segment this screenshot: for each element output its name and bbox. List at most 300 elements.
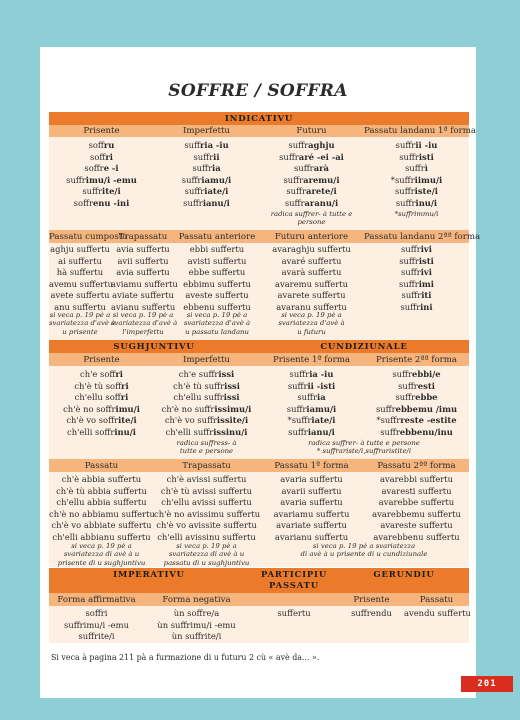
verb-ending: enu -ini xyxy=(92,197,130,208)
note-line: svariatezza di avè à u xyxy=(168,550,245,559)
note-line: svariatezza d'avè à xyxy=(111,319,178,328)
note-line: si veca p. 19 pè a xyxy=(71,542,132,550)
verb-stem: suffr xyxy=(184,186,205,196)
conjugation-cell: ch'è no abbiamu suffertu xyxy=(49,508,155,519)
verb-stem: suffr xyxy=(286,186,307,196)
conjugation-cell: avia suffertu xyxy=(116,244,170,254)
note-line: si veca p. 19 pè a xyxy=(49,311,111,319)
conjugation-cell xyxy=(259,186,364,198)
conjugation-cell: avariamu suffertu xyxy=(273,508,350,519)
conjugation-cell xyxy=(364,404,469,416)
footnote: Si veca à pagina 211 pà a furmazione di u futuru 2 cù « avè da... ». xyxy=(51,653,320,662)
column-header: Prisente 1ª forma xyxy=(273,354,350,365)
column-header: Passatu landanu 2ªª forma xyxy=(364,231,481,242)
verb-ending: e -i xyxy=(103,163,119,173)
note-block xyxy=(259,311,364,336)
conjugation-cell xyxy=(364,140,469,152)
note-line: passatu di u sughjuntivu xyxy=(163,558,250,567)
conjugation-cell xyxy=(259,404,364,416)
verb-stem: ch'elli soffr xyxy=(67,426,115,437)
conjugation-cell: ch'è tù abbia suffertu xyxy=(56,485,147,496)
verb-stem: suffr xyxy=(399,151,419,162)
verb-stem: ch'ellu suffr xyxy=(173,392,224,402)
page xyxy=(40,47,481,698)
verb-stem: suffr xyxy=(401,244,421,254)
note-block xyxy=(175,311,259,336)
verb-ending: imu/i xyxy=(115,403,140,414)
column-header: Imperfettu xyxy=(183,126,230,136)
imperativu-cell: soffri xyxy=(85,608,108,618)
indicativu-table-1 xyxy=(49,137,469,209)
imperativu-cell: ùn soffre/a xyxy=(173,608,220,618)
verb-stem: suffr xyxy=(380,426,400,437)
conjugation-cell: ch'è avissi suffertu xyxy=(166,474,247,484)
column-header: Passatu cumpostu xyxy=(49,231,128,242)
verb-ending: ebbemu /imu xyxy=(395,403,458,414)
conjugation-cell: avarebbenu suffertu xyxy=(373,531,460,542)
note-line: radica suffrer- à tutte e xyxy=(270,210,353,218)
conjugation-cell xyxy=(49,163,154,175)
conjugation-cell: avete suffertu xyxy=(50,290,110,300)
verb-stem: suffr xyxy=(181,174,202,185)
note-line: radica suffress- à xyxy=(176,439,237,447)
verb-stem: suffr xyxy=(288,426,308,437)
column-header: Trapassatu xyxy=(118,231,168,242)
sughjuntivu-table-2 xyxy=(49,472,469,543)
verb-stem: suffr xyxy=(375,403,396,414)
verb-stem: suffr xyxy=(66,174,86,185)
note-block xyxy=(111,311,178,336)
verb-stem: suffr xyxy=(297,392,318,402)
verb-ending: ri xyxy=(120,392,129,402)
conjugation-cell: ch'è abbia suffertu xyxy=(61,474,142,484)
note-line: di avè à u prisente di u cundiziunale xyxy=(300,550,428,559)
conjugation-cell: avarii suffertu xyxy=(281,485,342,496)
conjugation-cell: aghju suffertu xyxy=(50,244,110,254)
sughjuntivu-subheader-1 xyxy=(49,353,469,366)
verb-ending: isti xyxy=(418,255,434,266)
verb-ending: issinu/i xyxy=(213,426,248,437)
conjugation-cell: avaré suffertu xyxy=(281,255,342,266)
verb-ending: issi xyxy=(223,392,240,402)
verb-stem: suffr xyxy=(400,301,421,312)
conjugation-cell: avarebbi suffertu xyxy=(379,474,454,484)
column-header: Trapassatu xyxy=(182,460,231,471)
conjugation-cell xyxy=(364,198,469,210)
verb-stem: soff xyxy=(88,140,104,150)
verb-stem: ch'elli suffr xyxy=(165,426,214,437)
conjugation-cell xyxy=(154,163,259,175)
verb-ending: esti xyxy=(417,380,435,391)
conjugation-cell: ebbi suffertu xyxy=(189,244,245,254)
conjugation-cell xyxy=(154,152,259,164)
indicativu-body-1 xyxy=(49,137,469,230)
verb-ending: imu/i -emu xyxy=(85,174,137,185)
conjugation-cell xyxy=(49,381,154,393)
conjugation-cell: anu suffertu xyxy=(54,301,106,312)
conjugation-cell xyxy=(364,279,469,291)
verb-stem: ch'e soff xyxy=(80,369,116,379)
verb-stem: ch'è vo soffr xyxy=(66,415,119,425)
imperativu-header-band xyxy=(49,568,469,593)
verb-ending: ianu/i xyxy=(202,197,230,208)
conjugation-cell xyxy=(364,381,469,393)
verb-ending: imi xyxy=(418,278,434,289)
conjugation-cell xyxy=(364,163,469,175)
participiu-value: suffertu xyxy=(277,608,311,618)
conjugation-cell: avaranu suffertu xyxy=(276,301,347,312)
conjugation-cell: ch'elli avissinu suffertu xyxy=(157,531,256,542)
futuru-note xyxy=(259,210,364,227)
conjugation-cell xyxy=(364,256,469,268)
conjugation-cell xyxy=(364,392,469,404)
verb-ending: issi xyxy=(224,380,240,391)
conjugation-cell xyxy=(259,163,364,175)
sughjuntivu-body-1 xyxy=(49,366,469,459)
conjugation-cell: avia suffertu xyxy=(116,267,170,277)
imperativu-cell: suffrite/i xyxy=(78,631,115,641)
conjugation-cell xyxy=(49,175,154,187)
conjugation-cell xyxy=(49,404,154,416)
verb-stem: suffr xyxy=(192,163,213,173)
verb-ending: ivi xyxy=(420,267,432,277)
note-line: svariatezza di avè à u xyxy=(63,550,140,559)
verb-stem: suffr xyxy=(279,151,299,162)
verb-stem: suffr xyxy=(398,380,418,391)
cundiz-passatu-note xyxy=(259,542,469,559)
verb-ending: ite/i xyxy=(102,186,121,196)
note-line: radica suffrer- à tutte e persone xyxy=(308,439,420,447)
conjugation-cell: ch'è vo avissite suffertu xyxy=(156,520,257,530)
verb-ending: ri xyxy=(105,151,113,162)
conjugation-cell: ch'elli abbianu suffertu xyxy=(52,531,151,542)
verb-ending: reste -estite xyxy=(400,415,457,425)
verb-ending: iamu/i xyxy=(201,174,232,185)
verb-stem: ch'è vo suffr xyxy=(164,415,217,425)
conjugation-cell xyxy=(154,175,259,187)
gerundiu-passatu-value: avendu suffertu xyxy=(404,608,471,618)
sughjuntivu-header: SUGHJUNTIVU xyxy=(49,340,259,353)
verb-ending: isti xyxy=(418,151,434,162)
verb-ending: ite/i xyxy=(118,415,137,425)
conjugation-cell: avianu suffertu xyxy=(111,301,176,312)
note-line: persone xyxy=(297,218,326,227)
verb-ending: ì xyxy=(424,163,428,173)
verb-stem: suffr xyxy=(395,392,416,402)
conjugation-cell xyxy=(364,267,469,279)
verb-ending: aré -ei -ai xyxy=(298,151,344,162)
verb-ending: ia -iu xyxy=(309,369,334,379)
verb-stem: suffr xyxy=(183,197,203,208)
conjugation-cell xyxy=(154,415,259,427)
verb-ending: aghju xyxy=(308,140,335,150)
verb-stem: *suffr xyxy=(376,415,401,425)
conjugation-cell xyxy=(49,392,154,404)
imperativu-subheader xyxy=(49,593,469,606)
verb-ending: aranu/i xyxy=(304,197,339,208)
col-header: Forma affirmativa xyxy=(57,594,136,605)
conjugation-cell: ebbe suffertu xyxy=(188,267,246,277)
conjugation-cell: ch'ellu abbia suffertu xyxy=(56,497,147,507)
verb-stem: suffr xyxy=(395,197,416,208)
conjugation-cell: avemu suffertu xyxy=(49,278,114,289)
note-line: si veca p. 19 pè a xyxy=(186,311,248,319)
conjugation-cell: avaria suffertu xyxy=(280,497,343,507)
conjugation-cell xyxy=(259,175,364,187)
verb-ending: arà xyxy=(313,163,329,173)
verb-ending: aremu/i xyxy=(303,174,340,185)
conjugation-cell xyxy=(154,392,259,404)
conjugation-cell xyxy=(49,198,154,210)
column-header: Prisente 2ªª forma xyxy=(375,354,458,365)
conjugation-cell xyxy=(154,369,259,381)
imperativu-cell: ùn suffrimu/i -emu xyxy=(157,619,236,630)
conjugation-cell xyxy=(259,140,364,152)
indicativu-body-2 xyxy=(49,243,469,340)
page-number: 201 xyxy=(461,676,513,692)
conjugation-cell: avariate suffertu xyxy=(276,520,347,530)
column-header: Passatu anteriore xyxy=(178,231,256,242)
conjugation-cell xyxy=(259,369,364,381)
verb-ending: arete/i xyxy=(306,186,337,196)
imperativu-cell: ùn suffrite/i xyxy=(171,631,222,641)
column-header: Passatu 1ª forma xyxy=(274,460,349,471)
negativa-column xyxy=(144,608,249,643)
conjugation-cell xyxy=(49,140,154,152)
indicativu-subheader-2 xyxy=(49,230,481,243)
note-line: svariatezza d'avè à xyxy=(278,319,345,328)
verb-stem: suffr xyxy=(82,186,103,196)
participiu-header-line: PASSATU xyxy=(269,580,319,591)
note-line: si veca p. 19 pè a xyxy=(176,542,237,550)
verb-ending: iimu/i xyxy=(414,174,443,185)
sughjuntivu-body-2 xyxy=(49,472,469,567)
conjugation-cell: avarebbe suffertu xyxy=(378,497,455,507)
gerundiu-header: GERUNDIU xyxy=(339,568,469,582)
imperfettu-note xyxy=(154,439,259,456)
sughjuntivu-subheader-2 xyxy=(49,459,469,472)
verb-stem: ch'è no soffr xyxy=(63,403,116,414)
verb-stem: suffr xyxy=(284,197,305,208)
conjugation-cell: avaraghju suffertu xyxy=(272,244,351,254)
verb-stem: suffr xyxy=(288,140,309,150)
verb-stem: *suffr xyxy=(390,174,415,185)
verb-stem: suffr xyxy=(392,369,413,379)
verb-stem: suffr xyxy=(193,151,214,162)
gerundiu-prisente-value: suffrendu xyxy=(351,608,392,618)
conjugation-cell: ch'è no avissimu suffertu xyxy=(154,508,261,519)
imperativu-table xyxy=(49,606,469,643)
col-header: Passatu xyxy=(419,594,454,605)
verb-ending: iate/i xyxy=(311,415,336,425)
conjugation-cell: avarebbemu suffertu xyxy=(372,508,461,519)
verb-ending: iste/i xyxy=(414,186,438,196)
imperativu-cell: suffrimu/i -emu xyxy=(64,619,129,630)
verb-stem: suffr xyxy=(395,140,416,150)
verb-ending: issi xyxy=(218,369,235,379)
verb-stem: suffr xyxy=(287,380,308,391)
verb-ending: ia xyxy=(212,163,221,173)
conjugation-cell xyxy=(49,152,154,164)
verb-stem: soffr xyxy=(84,163,104,173)
verb-ending: ebbenu/inu xyxy=(399,426,453,437)
indicativu-table-2 xyxy=(49,243,469,313)
conjugation-cell xyxy=(154,381,259,393)
participiu-header-line: PARTICIPIU xyxy=(260,569,328,580)
verb-ending: iti xyxy=(421,290,432,300)
conjugation-cell: avaresti suffertu xyxy=(381,485,452,496)
conjugation-cell: ch'è vo abbiate suffertu xyxy=(51,520,152,530)
column-header: Imperfettu xyxy=(183,354,230,365)
conjugation-cell xyxy=(364,152,469,164)
note-line: tutte e persone xyxy=(179,447,234,456)
indicativu-subheader-1 xyxy=(49,125,477,137)
conjugation-cell xyxy=(364,186,469,198)
conjugation-cell xyxy=(154,404,259,416)
conjugation-cell xyxy=(49,415,154,427)
column-header: Prisente xyxy=(83,354,120,365)
trapassatu-sug-note xyxy=(154,542,259,567)
conjugation-cell xyxy=(259,392,364,404)
indicativu-notes-2 xyxy=(49,311,364,336)
conjugation-cell: avaremu suffertu xyxy=(274,278,349,289)
note-line: svariatezza d'avè à xyxy=(183,319,251,328)
note-line: * suffrariste/i,suffraristite/i xyxy=(316,447,412,456)
verb-stem: suffr xyxy=(401,267,421,277)
note-line: svariatezza d'avè à xyxy=(49,319,116,328)
verb-stem: ch'ellu soff xyxy=(74,392,121,402)
conjugation-cell xyxy=(364,415,469,427)
verb-ending: inu/i xyxy=(114,426,136,437)
conjugation-cell xyxy=(364,290,469,302)
conjugation-cell: avarà suffertu xyxy=(281,267,342,277)
note-line: l'imperfettu xyxy=(122,327,164,336)
verb-stem: suffr xyxy=(289,369,310,379)
verb-ending: ii -isti xyxy=(307,380,336,391)
affirmativa-column xyxy=(49,608,144,643)
note-line: u prisente xyxy=(62,327,98,336)
conjugation-cell: avaria suffertu xyxy=(280,474,343,484)
verb-ending: ru xyxy=(103,140,115,150)
participiu-header xyxy=(249,568,339,593)
column-header: Futuru xyxy=(296,126,327,136)
verb-ending: ii -iu xyxy=(415,140,438,150)
cundiziunale-header: CUNDIZIUNALE xyxy=(259,340,469,353)
verb-ending: ebbi/e xyxy=(412,369,441,379)
verb-stem: soff xyxy=(90,151,106,162)
conjugation-cell: aviamu suffertu xyxy=(111,278,178,289)
conjugation-cell xyxy=(364,175,469,187)
conjugation-cell: avisti suffertu xyxy=(187,255,247,266)
conjugation-cell xyxy=(49,427,154,439)
verb-ending: ii xyxy=(213,151,220,162)
sughjuntivu-table-1 xyxy=(49,366,469,438)
column-header: Futuru anteriore xyxy=(274,231,349,242)
verb-stem: suff xyxy=(184,140,200,150)
conjugation-cell xyxy=(154,198,259,210)
col-header: Prisente xyxy=(353,594,390,605)
verb-ending: ria -iu xyxy=(199,140,229,150)
note-line: *suffrimmu/i xyxy=(394,210,439,218)
conjugation-cell xyxy=(259,152,364,164)
conjugation-cell xyxy=(49,186,154,198)
verb-ending: ianu/i xyxy=(307,426,335,437)
verb-ending: issite/i xyxy=(216,415,249,425)
note-line: u passatu landanu xyxy=(185,327,249,336)
column-header: Prisente xyxy=(83,126,120,136)
note-line: si veca p. 19 pè a xyxy=(112,311,174,319)
verb-stem: ch'è tù suffr xyxy=(173,380,225,391)
note-line: u futuru xyxy=(297,327,326,336)
verb-ending: ia xyxy=(317,392,326,402)
verb-stem: ch'e suffr xyxy=(178,369,219,379)
conjugation-cell xyxy=(259,381,364,393)
note-block xyxy=(49,311,116,336)
verb-ending: ri xyxy=(121,380,129,391)
verb-stem: suffr xyxy=(286,403,307,414)
conjugation-cell xyxy=(364,244,469,256)
verb-stem: suffr xyxy=(401,290,422,300)
conjugation-cell: avareste suffertu xyxy=(380,520,453,530)
cundiziunale-note xyxy=(259,439,469,456)
conjugation-cell: avarete suffertu xyxy=(277,290,346,300)
note-line: si veca p. 19 pè a svariatezza xyxy=(312,542,416,550)
verb-stem: suffr xyxy=(294,163,314,173)
column-header: Passatu xyxy=(84,460,119,471)
verb-ending: iamu/i xyxy=(306,403,337,414)
verb-stem: ch'è tù soff xyxy=(74,380,122,391)
sughjuntivu-cundiziunale-header xyxy=(49,340,469,353)
imperativu-header: IMPERATIVU xyxy=(49,568,249,582)
verb-ending: issimu/i xyxy=(214,403,252,414)
verb-stem: soffr xyxy=(73,197,93,208)
verb-ending: ini xyxy=(420,301,433,312)
note-line: si veca p. 19 pè a xyxy=(281,311,342,319)
verb-stem: suffr xyxy=(399,255,419,266)
passatu-note xyxy=(364,210,469,218)
verb-stem: suffr xyxy=(399,278,419,289)
conjugation-cell xyxy=(154,140,259,152)
column-header: Passatu 2ªª forma xyxy=(377,460,456,471)
verb-stem: *suffr xyxy=(287,415,312,425)
verb-ending: ebbe xyxy=(415,392,438,402)
verb-ending: ri xyxy=(115,369,123,379)
passatu-sug-note xyxy=(49,542,154,567)
conjugation-cell xyxy=(154,427,259,439)
verb-stem: suffr xyxy=(395,186,415,196)
conjugation-cell: aveste suffertu xyxy=(185,290,249,300)
conjugation-cell: avarianu suffertu xyxy=(274,531,349,542)
conjugation-cell: ch'ellu avissi suffertu xyxy=(161,497,252,507)
conjugation-cell xyxy=(154,186,259,198)
imperativu-body xyxy=(49,606,469,643)
verb-stem: ch'è no suffr xyxy=(161,403,215,414)
conjugation-cell xyxy=(49,369,154,381)
conjugation-cell xyxy=(259,415,364,427)
conjugation-cell: hà suffertu xyxy=(56,267,104,277)
conjugation-cell xyxy=(259,427,364,439)
indicativu-header: INDICATIVU xyxy=(49,112,469,125)
verb-stem: suffr xyxy=(405,163,425,173)
verb-ending: iate/i xyxy=(204,186,229,196)
conjugation-cell: ebbimu suffertu xyxy=(183,278,251,289)
verb-ending: ivi xyxy=(420,244,432,254)
conjugation-cell: ch'è tù avissi suffertu xyxy=(160,485,253,496)
conjugation-cell xyxy=(259,198,364,210)
verb-ending: inu/i xyxy=(415,197,438,208)
conjugation-cell: ai suffertu xyxy=(58,255,102,266)
conjugation-cell: avii suffertu xyxy=(117,255,169,266)
